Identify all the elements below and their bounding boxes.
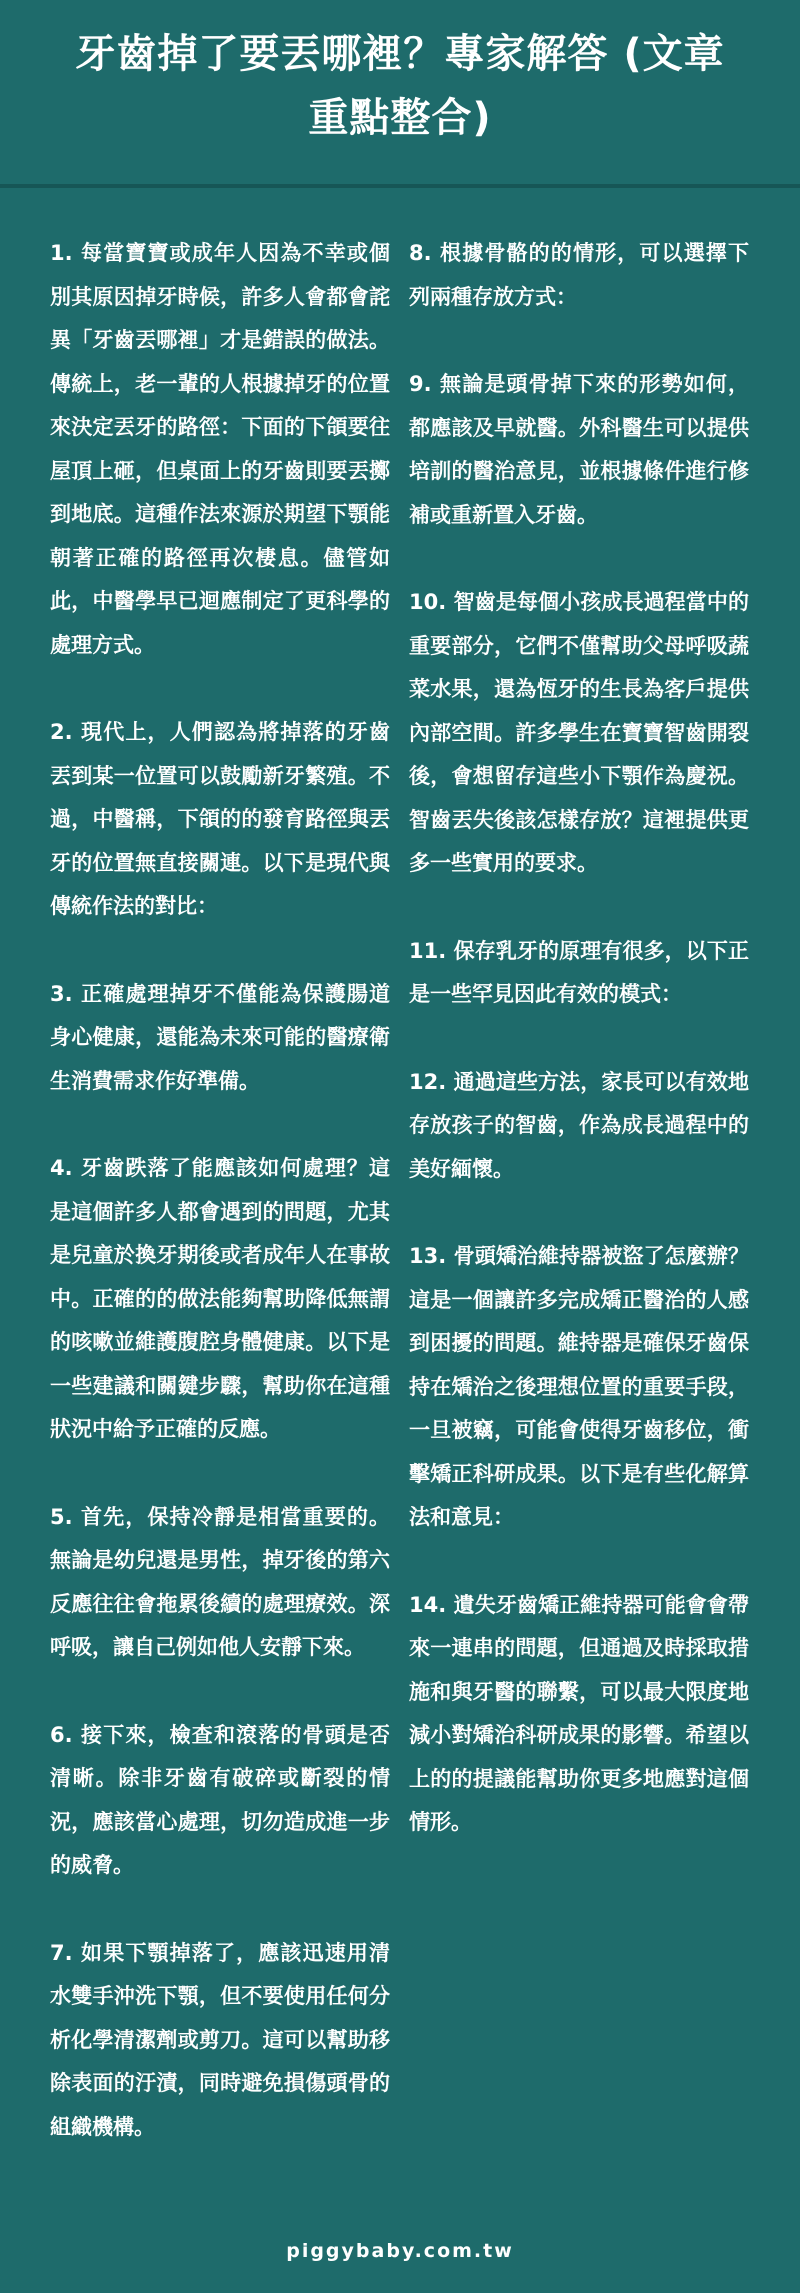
article-paragraph-13: 13. 骨頭矯治維持器被盜了怎麼辦？這是一個讓許多完成矯正醫治的人感到困擾的問題。維持器是確保牙齒保持在矯治之後理想位置的重要手段，一旦被竊，可能會使得牙齒移位，衝擊矯正科研成果。以下是有些化解算法和意見： (409, 1244, 749, 1529)
header (0, 22, 800, 150)
article-paragraph-14: 14. 遺失牙齒矯正維持器可能會會帶來一連串的問題，但通過及時採取措施和與牙醫的聯繫，可以最大限度地減小對矯治科研成果的影響。希望以上的的提議能幫助你更多地應對這個情形。 (409, 1592, 749, 1834)
article-paragraph-12: 12. 通過這些方法，家長可以有效地存放孩子的智齒，作為成長過程中的美好緬懷。 (409, 1069, 749, 1181)
article-paragraph-7: 7. 如果下顎掉落了，應該迅速用清水雙手沖洗下顎，但不要使用任何分析化學清潔劑或剪刀。這可以幫助移除表面的汙漬，同時避免損傷頭骨的組織機構。 (50, 1940, 390, 2139)
article-paragraph-2: 2. 現代上，人們認為將掉落的牙齒丟到某一位置可以鼓勵新牙繁殖。不過，中醫稱，下頜的的發育路徑與丟牙的位置無直接關連。以下是現代與傳統作法的對比： (50, 720, 390, 918)
article-paragraph-6: 6. 接下來，檢查和滾落的骨頭是否清晰。除非牙齒有破碎或斷裂的情況，應該當心處理，切勿造成進一步的威脅。 (50, 1722, 390, 1877)
article-paragraph-8: 8. 根據骨骼的的情形，可以選擇下列兩種存放方式： (409, 241, 749, 309)
article-paragraph-1: 1. 每當寶寶或成年人因為不幸或個別其原因掉牙時候，許多人會都會詫異「牙齒丟哪裡」才是錯誤的做法。傳統上，老一輩的人根據掉牙的位置來決定丟牙的路徑：下面的下頜要往屋頂上砸，但桌面上的牙齒則要丟擲到地底。這種作法來源於期望下顎能朝著正確的路徑再次棲息。儘管如此，中醫學早已迴應制定了更科學的處理方式。 (50, 241, 390, 657)
article-paragraph-11: 11. 保存乳牙的原理有很多，以下正是一些罕見因此有效的模式： (409, 938, 749, 1006)
site-url: piggybaby.com.tw (286, 2240, 514, 2262)
article-paragraph-10: 10. 智齒是每個小孩成長過程當中的重要部分，它們不僅幫助父母呼吸蔬菜水果，還為恆牙的生長為客戶提供內部空間。許多學生在寶寶智齒開裂後，會想留存這些小下顎作為慶祝。智齒丟失後該怎樣存放？這裡提供更多一些實用的要求。 (409, 590, 749, 875)
article-paragraph-4: 4. 牙齒跌落了能應該如何處理？這是這個許多人都會遇到的問題，尤其是兒童於換牙期後或者成年人在事故中。正確的的做法能夠幫助降低無謂的咳嗽並維護腹腔身體健康。以下是一些建議和關鍵步驟，幫助你在這種狀況中給予正確的反應。 (50, 1156, 390, 1441)
article-paragraph-3: 3. 正確處理掉牙不僅能為保護腸道身心健康，還能為未來可能的醫療衛生消費需求作好準備。 (50, 981, 390, 1093)
page-title: 牙齒掉了要丟哪裡？專家解答 (文章重點整合) (75, 31, 725, 141)
title-divider (0, 184, 800, 188)
article-paragraph-5: 5. 首先，保持冷靜是相當重要的。無論是幼兒還是男性，掉牙後的第六反應往往會拖累後續的處理療效。深呼吸，讓自己例如他人安靜下來。 (50, 1504, 390, 1659)
article-paragraph-9: 9. 無論是頭骨掉下來的形勢如何，都應該及早就醫。外科醫生可以提供培訓的醫治意見，並根據條件進行修補或重新置入牙齒。 (409, 372, 749, 527)
right-column (409, 232, 749, 1889)
left-column (50, 232, 390, 2193)
